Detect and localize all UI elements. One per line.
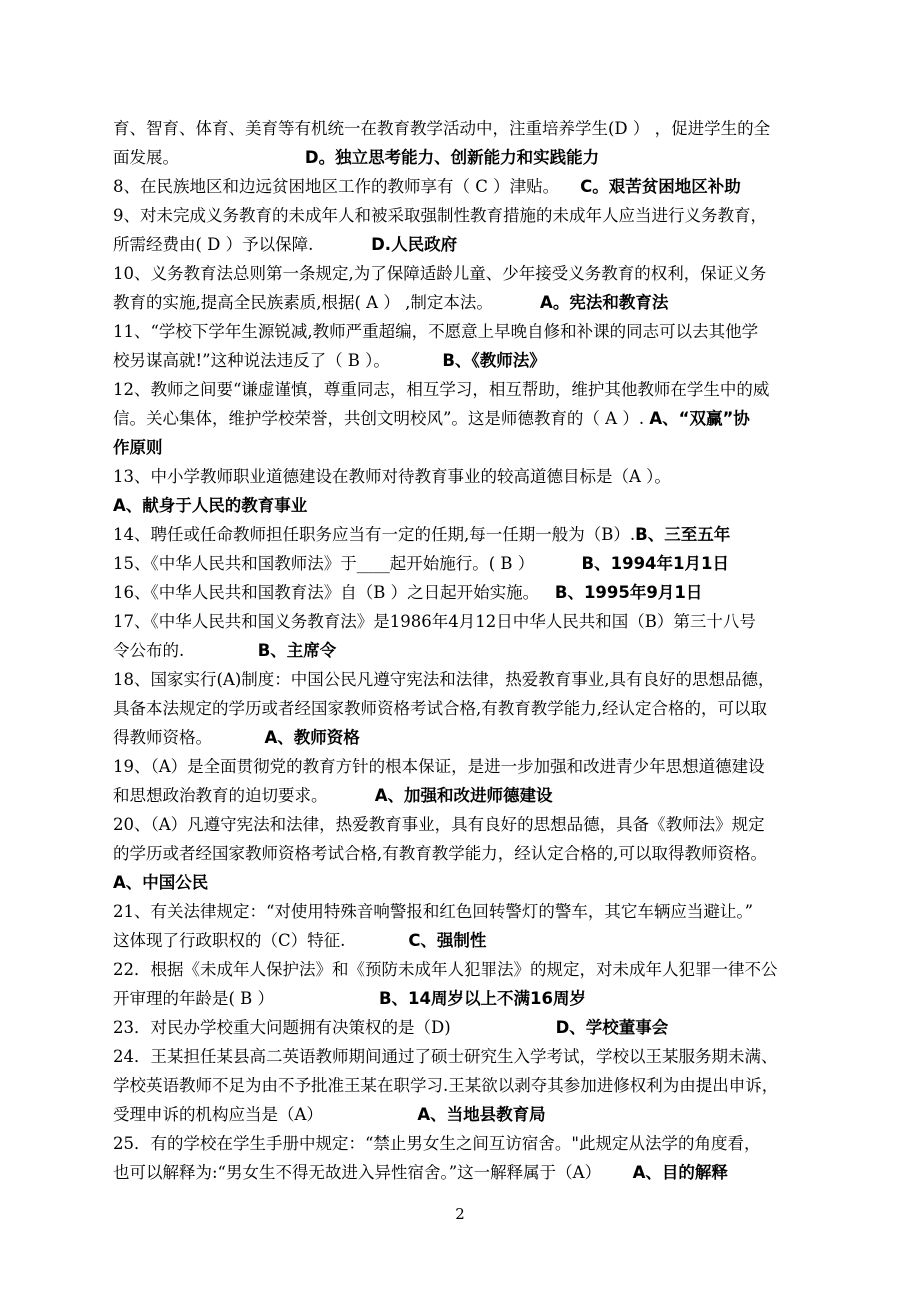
spacer	[601, 1163, 632, 1182]
question-text: 和思想政治教育的迫切要求。	[113, 786, 328, 805]
text-line	[113, 1129, 858, 1158]
question-text: 20、（A）凡遵守宪法和法律，热爱教育事业，具有良好的思想品德，具备《教师法》规定	[113, 815, 765, 834]
text-line	[113, 143, 858, 172]
question-text: 8、在民族地区和边远贫困地区工作的教师享有（ C ）津贴。	[113, 177, 560, 196]
text-line	[113, 1071, 858, 1100]
text-line	[113, 781, 858, 810]
text-line	[113, 636, 858, 665]
text-line	[113, 1100, 858, 1129]
spacer	[539, 583, 555, 602]
spacer	[534, 554, 581, 573]
question-text: 11、“学校下学年生源锐减,教师严重超编，不愿意上早晚自修和补课的同志可以去其他学	[113, 322, 759, 341]
answer-text: B、三至五年	[635, 525, 731, 544]
question-text: 得教师资格。	[113, 728, 212, 747]
question-text: 也可以解释为:“男女生不得无故进入异性宿舍。”这一解释属于（A）	[113, 1163, 602, 1182]
text-line	[113, 404, 858, 433]
spacer	[390, 351, 442, 370]
text-line	[113, 549, 858, 578]
question-text: 14、聘任或任命教师担任职务应当有一定的任期,每一任期一般为（B）.	[113, 525, 636, 544]
text-line	[113, 1158, 858, 1187]
spacer	[323, 1105, 417, 1124]
answer-text: B、14周岁以上不满16周岁	[378, 989, 586, 1008]
question-text: 18、国家实行(A)制度：中国公民凡遵守宪法和法律，热爱教育事业,具有良好的思想品德，	[113, 670, 775, 689]
text-line	[113, 491, 858, 520]
text-line	[113, 955, 858, 984]
question-text: 面发展。	[113, 148, 179, 167]
spacer	[451, 1018, 556, 1037]
question-text: 信。关心集体，维护学校荣誉，共创文明校风”。这是师德教育的（ A ）.	[113, 409, 645, 428]
page-number: 2	[455, 1205, 465, 1223]
text-line	[113, 810, 858, 839]
text-line	[113, 1042, 858, 1071]
question-list	[113, 114, 858, 1187]
spacer	[345, 931, 408, 950]
question-text: 开审理的年龄是( B ）	[113, 989, 275, 1008]
question-text: 教育的实施,提高全民族素质,根据( A ） ,制定本法。	[113, 293, 493, 312]
text-line	[113, 520, 858, 549]
text-line	[113, 172, 858, 201]
question-text: 校另谋高就!”这种说法违反了（ B ）。	[113, 351, 390, 370]
question-text: 22．根据《未成年人保护法》和《预防未成年人犯罪法》的规定，对未成年人犯罪一律不公	[113, 960, 778, 979]
question-text: 学校英语教师不足为由不予批准王某在职学习.王某欲以剥夺其参加进修权利为由提出申诉，	[113, 1076, 779, 1095]
text-line	[113, 694, 858, 723]
question-text: 13、中小学教师职业道德建设在教师对待教育事业的较高道德目标是（A ）。	[113, 467, 671, 486]
question-text: 10、义务教育法总则第一条规定,为了保障适龄儿童、少年接受义务教育的权利，保证义务	[113, 264, 767, 283]
answer-text: A、加强和改进师德建设	[374, 786, 553, 805]
text-line	[113, 926, 858, 955]
text-line	[113, 462, 858, 491]
question-text: 的学历或者经国家教师资格考试合格,有教育教学能力，经认定合格的,可以取得教师资格。	[113, 844, 767, 863]
question-text: 具备本法规定的学历或者经国家教师资格考试合格,有教育教学能力,经认定合格的，可以取	[113, 699, 767, 718]
question-text: 受理申诉的机构应当是（A）	[113, 1105, 323, 1124]
text-line	[113, 433, 858, 462]
spacer	[493, 293, 540, 312]
text-line	[113, 375, 858, 404]
text-line	[113, 230, 858, 259]
spacer	[328, 786, 375, 805]
answer-text: D。独立思考能力、创新能力和实践能力	[304, 148, 600, 167]
spacer	[179, 148, 305, 167]
answer-text: B、《教师法》	[442, 351, 546, 370]
spacer	[184, 641, 257, 660]
question-text: 25．有的学校在学生手册中规定：“禁止男女生之间互访宿舍。"此规定从法学的角度看，	[113, 1134, 761, 1153]
question-text: 23．对民办学校重大问题拥有决策权的是（D)	[113, 1018, 451, 1037]
answer-text: A、中国公民	[113, 873, 209, 892]
answer-text: C。艰苦贫困地区补助	[580, 177, 741, 196]
text-line	[113, 868, 858, 897]
answer-text: A、“双赢”协	[649, 409, 750, 428]
question-text: 24．王某担任某县高二英语教师期间通过了硕士研究生入学考试，学校以王某服务期未满、	[113, 1047, 778, 1066]
answer-text: B、1994年1月1日	[581, 554, 729, 573]
text-line	[113, 839, 858, 868]
answer-text: D、学校董事会	[555, 1018, 669, 1037]
question-text: 9、对未完成义务教育的未成年人和被采取强制性教育措施的未成年人应当进行义务教育，	[113, 206, 767, 225]
question-text: 令公布的.	[113, 641, 185, 660]
answer-text: B、1995年9月1日	[554, 583, 703, 602]
text-line	[113, 607, 858, 636]
text-line	[113, 346, 858, 375]
text-line	[113, 114, 858, 143]
question-text: 育、智育、体育、美育等有机统一在教育教学活动中，注重培养学生(D ） ，促进学生的全	[113, 119, 771, 138]
answer-text: A、献身于人民的教育事业	[113, 496, 308, 515]
answer-text: D.人民政府	[371, 235, 458, 254]
answer-text: A、教师资格	[264, 728, 360, 747]
text-line	[113, 984, 858, 1013]
text-line	[113, 665, 858, 694]
question-text: 所需经费由( D ）予以保障.	[113, 235, 314, 254]
text-line	[113, 201, 858, 230]
answer-text: A。宪法和教育法	[540, 293, 669, 312]
text-line	[113, 723, 858, 752]
spacer	[559, 177, 580, 196]
text-line	[113, 259, 858, 288]
question-text: 15、《中华人民共和国教师法》于____起开始施行。( B ）	[113, 554, 535, 573]
answer-text: C、强制性	[408, 931, 487, 950]
question-text: 16、《中华人民共和国教育法》自（B ）之日起开始实施。	[113, 583, 540, 602]
answer-text: A、当地县教育局	[417, 1105, 546, 1124]
text-line	[113, 752, 858, 781]
question-text: 这体现了行政职权的（C）特征.	[113, 931, 346, 950]
spacer	[313, 235, 371, 254]
question-text: 12、教师之间要“谦虚谨慎，尊重同志，相互学习，相互帮助，维护其他教师在学生中的威	[113, 380, 770, 399]
text-line	[113, 897, 858, 926]
text-line	[113, 288, 858, 317]
spacer	[274, 989, 379, 1008]
text-line	[113, 578, 858, 607]
answer-text: A、目的解释	[632, 1163, 728, 1182]
question-text: 19、（A）是全面贯彻党的教育方针的根本保证，是进一步加强和改进青少年思想道德建设	[113, 757, 765, 776]
question-text: 17、《中华人民共和国义务教育法》是1986年4月12日中华人民共和国（B）第三十八号	[113, 612, 756, 631]
question-text: 21、有关法律规定：“对使用特殊音响警报和红色回转警灯的警车，其它车辆应当避让。”	[113, 902, 754, 921]
answer-text: B、主席令	[257, 641, 337, 660]
text-line	[113, 317, 858, 346]
text-line	[113, 1013, 858, 1042]
answer-text: 作原则	[113, 438, 163, 457]
spacer	[212, 728, 264, 747]
